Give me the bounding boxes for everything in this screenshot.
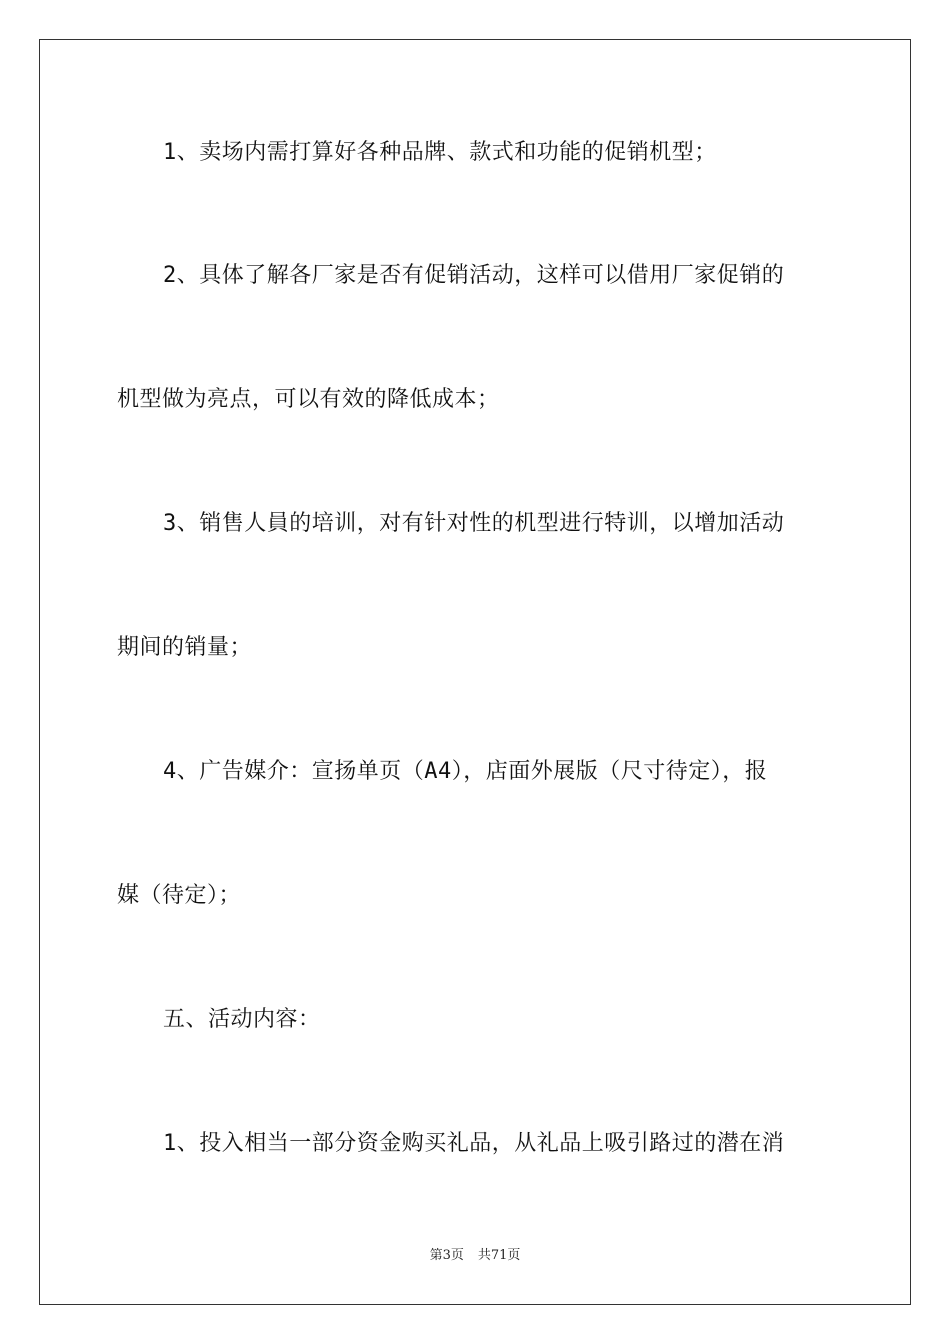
page-border — [39, 39, 911, 1305]
page-total: 共71页 — [477, 1248, 521, 1263]
paragraph-line-7: 媒（待定）； — [117, 883, 242, 908]
page-number: 第3页 — [429, 1248, 464, 1263]
paragraph-line-5: 期间的销量； — [117, 635, 253, 660]
paragraph-line-4: 3、销售人員的培训，对有针对性的机型进行特训，以增加活动 — [163, 511, 785, 536]
paragraph-line-9: 1、投入相当一部分资金购买礼品，从礼品上吸引路过的潜在消 — [163, 1131, 785, 1156]
section-heading: 五、活动内容： — [163, 1007, 321, 1032]
paragraph-line-2: 2、具体了解各厂家是否有促销活动，这样可以借用厂家促销的 — [163, 263, 785, 288]
paragraph-line-3: 机型做为亮点，可以有效的降低成本； — [117, 387, 500, 412]
paragraph-line-1: 1、卖场内需打算好各种品牌、款式和功能的促销机型； — [163, 140, 717, 165]
paragraph-line-6: 4、广告媒介：宣扬单页（A4），店面外展版（尺寸待定），报 — [163, 759, 768, 784]
page-footer — [0, 1247, 950, 1265]
